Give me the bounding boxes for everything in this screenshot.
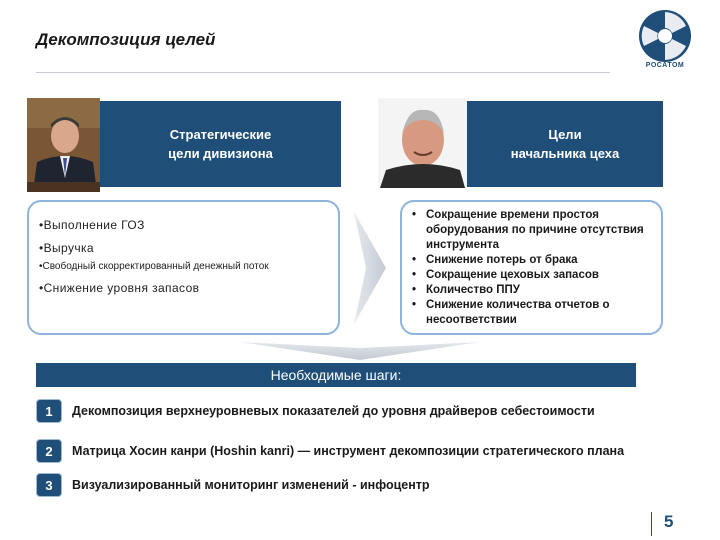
division-goal-item: •Свободный скорректированный денежный поток bbox=[39, 261, 269, 272]
step-3 bbox=[36, 474, 430, 496]
step-number-badge: 3 bbox=[36, 473, 62, 497]
page-number: 5 bbox=[664, 512, 674, 531]
chevron-right-icon bbox=[352, 208, 388, 328]
division-goal-item: •Снижение уровня запасов bbox=[39, 281, 200, 295]
division-goal-item: •Выполнение ГОЗ bbox=[39, 218, 145, 232]
step-text: Матрица Хосин канри (Hoshin kanri) — инструмент декомпозиции стратегического плана bbox=[72, 444, 625, 458]
step-2 bbox=[36, 440, 624, 462]
page-number-divider bbox=[651, 512, 652, 536]
logo-wordmark: РОСАТОМ bbox=[645, 62, 685, 69]
shop-goals-list bbox=[412, 208, 655, 328]
photo-shop-manager bbox=[378, 98, 467, 188]
shop-goal-item: • Сокращение времени простоя оборудования по причине отсутствия инструмента bbox=[412, 208, 655, 253]
shop-goal-item: • Количество ППУ bbox=[412, 283, 655, 298]
step-number-badge: 1 bbox=[36, 399, 62, 423]
shop-goal-item: • Снижение потерь от брака bbox=[412, 253, 655, 268]
division-goals-box bbox=[27, 200, 340, 335]
shop-goal-item: • Снижение количества отчетов о несоответствии bbox=[412, 298, 655, 328]
shop-goals-header bbox=[467, 101, 663, 187]
photo-division-director bbox=[27, 98, 100, 192]
title-divider bbox=[36, 72, 610, 73]
shop-goal-item: • Сокращение цеховых запасов bbox=[412, 268, 655, 283]
division-goals-header-line2: цели дивизиона bbox=[168, 146, 273, 161]
step-number-badge: 2 bbox=[36, 439, 62, 463]
step-text: Декомпозиция верхнеуровневых показателей до уровня драйверов себестоимости bbox=[72, 404, 595, 418]
shop-goals-box bbox=[400, 200, 663, 335]
division-goals-header bbox=[100, 101, 341, 187]
step-text: Визуализированный мониторинг изменений - инфоцентр bbox=[72, 478, 430, 492]
shop-goals-header-line2: начальника цеха bbox=[510, 146, 620, 161]
chevron-down-icon bbox=[240, 340, 480, 362]
page-title: Декомпозиция целей bbox=[36, 30, 216, 49]
division-goal-item: •Выручка bbox=[39, 241, 95, 255]
division-goals-header-line1: Стратегические bbox=[169, 127, 272, 142]
necessary-steps-heading: Необходимые шаги: bbox=[36, 363, 636, 387]
shop-goals-header-line1: Цели bbox=[548, 127, 582, 142]
step-1 bbox=[36, 400, 595, 422]
